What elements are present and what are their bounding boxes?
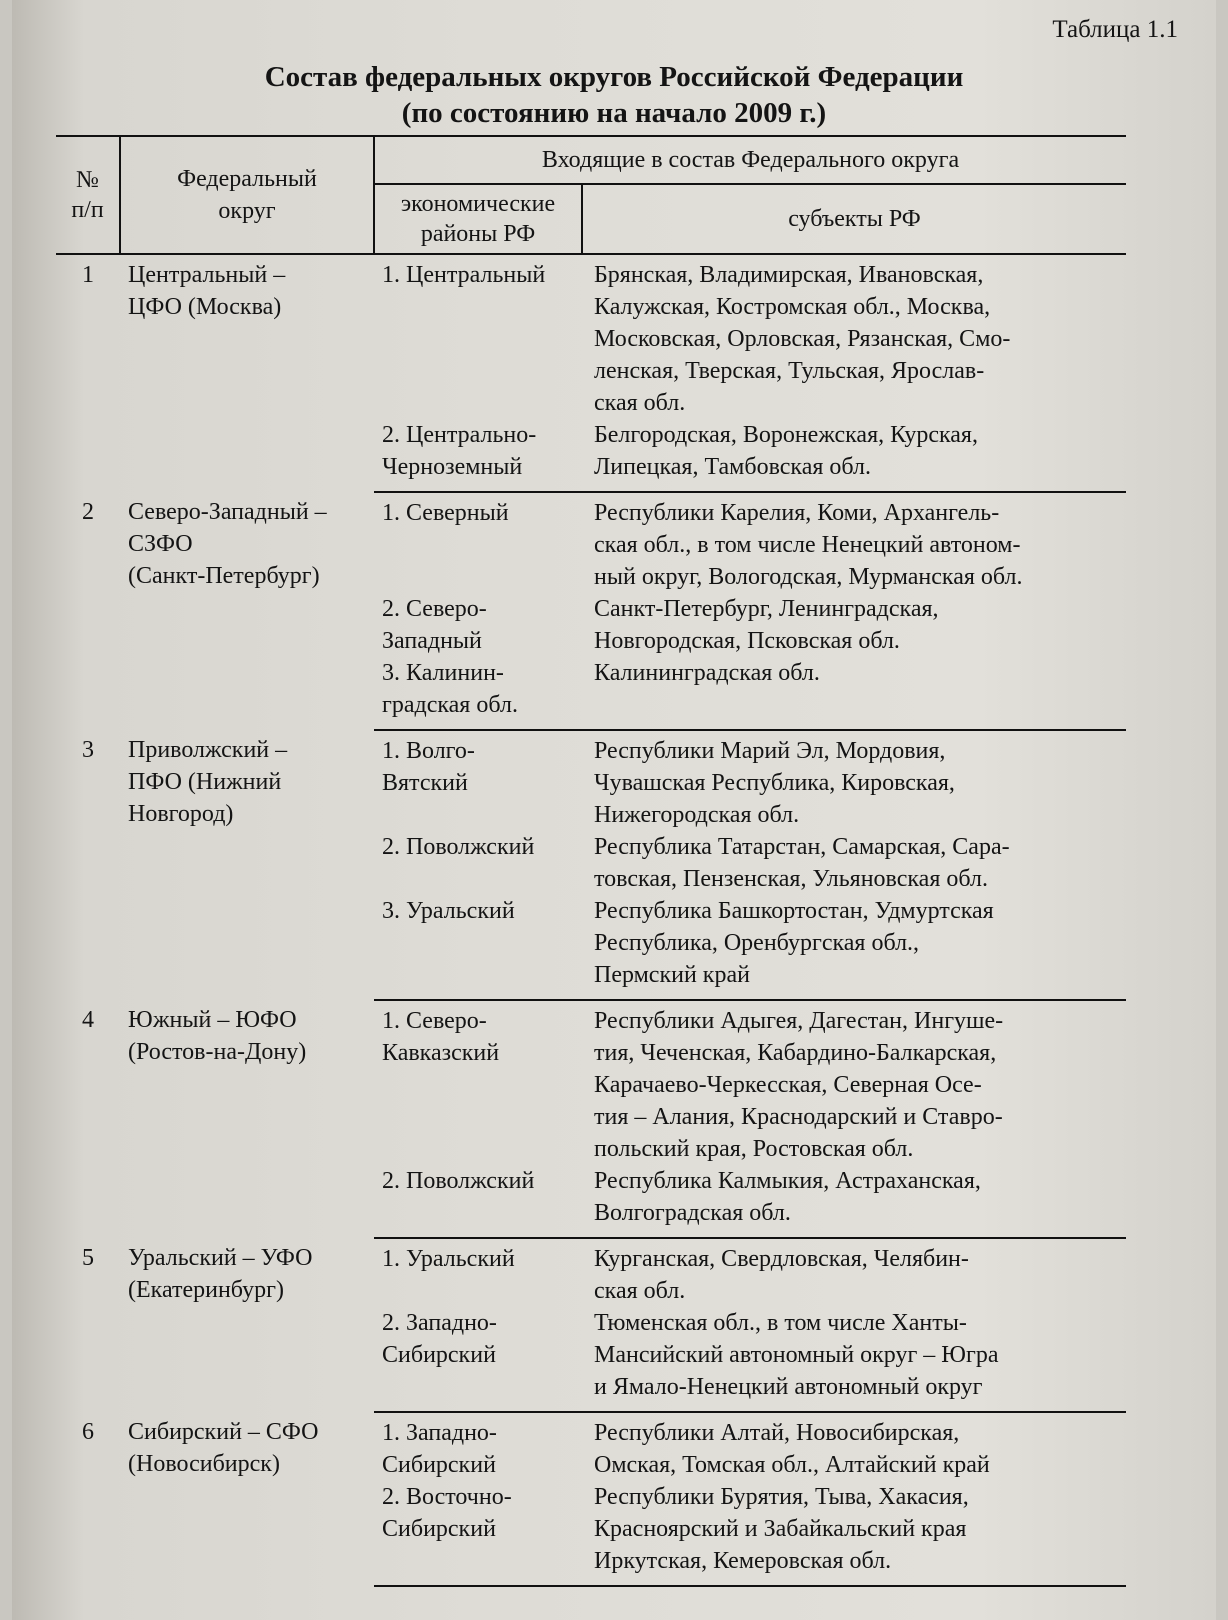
subjects-cell: [582, 1238, 1126, 1307]
economic-region-cell: [374, 1307, 582, 1412]
subjects-line: польский края, Ростовская обл.: [594, 1136, 914, 1162]
subjects-cell: [582, 1000, 1126, 1165]
subjects-line: Брянская, Владимирская, Ивановская,: [594, 262, 984, 288]
subjects-line: Волгоградская обл.: [594, 1200, 791, 1226]
subjects-cell: [582, 657, 1126, 730]
subjects-line: ская обл.: [594, 390, 686, 416]
subjects-cell: [582, 895, 1126, 1000]
subjects-line: Санкт-Петербург, Ленинградская,: [594, 596, 939, 622]
subjects-line: ный округ, Вологодская, Мурманская обл.: [594, 564, 1023, 590]
economic-region-line: 3. Калинин-: [382, 660, 504, 686]
subjects-line: ленская, Тверская, Тульская, Ярослав-: [594, 358, 985, 384]
subjects-cell: [582, 419, 1126, 492]
header-federal-district: [120, 136, 374, 254]
table-label: Таблица 1.1: [1052, 16, 1178, 43]
subjects-cell: [582, 1412, 1126, 1481]
subjects-line: тия – Алания, Краснодарский и Ставро-: [594, 1104, 1003, 1130]
economic-region-cell: [374, 657, 582, 730]
subjects-line: Республики Бурятия, Тыва, Хакасия,: [594, 1484, 969, 1510]
federal-district-line: (Ростов-на-Дону): [128, 1039, 307, 1065]
economic-region-line: 1. Северный: [382, 500, 509, 526]
federal-district-line: Приволжский –: [128, 737, 288, 763]
federal-district-line: (Санкт-Петербург): [128, 563, 320, 589]
subjects-line: и Ямало-Ненецкий автономный округ: [594, 1374, 983, 1400]
subjects-line: Республики Карелия, Коми, Архангель-: [594, 500, 1000, 526]
subjects-line: Калужская, Костромская обл., Москва,: [594, 294, 991, 320]
subjects-line: ская обл.: [594, 1278, 686, 1304]
subjects-cell: [582, 1165, 1126, 1238]
subjects-cell: [582, 1307, 1126, 1412]
subjects-line: Республика Татарстан, Самарская, Сара-: [594, 834, 1010, 860]
subjects-line: Республика, Оренбургская обл.,: [594, 930, 920, 956]
subjects-line: тия, Чеченская, Кабардино-Балкарская,: [594, 1040, 997, 1066]
header-federal-district-line: Федеральный: [177, 166, 317, 192]
economic-region-line: 1. Уральский: [382, 1246, 515, 1272]
row-number: 6: [82, 1419, 94, 1445]
subjects-line: Новгородская, Псковская обл.: [594, 628, 900, 654]
subjects-line: Тюменская обл., в том числе Ханты-: [594, 1310, 967, 1336]
economic-region-cell: [374, 1000, 582, 1165]
economic-region-line: Черноземный: [382, 454, 523, 480]
subjects-line: Московская, Орловская, Рязанская, Смо-: [594, 326, 1011, 352]
subjects-cell: [582, 831, 1126, 895]
federal-district-line: ЦФО (Москва): [128, 294, 282, 320]
economic-region-cell: [374, 831, 582, 895]
row-number: 1: [82, 262, 94, 288]
economic-region-line: 1. Западно-: [382, 1420, 497, 1446]
economic-region-cell: [374, 254, 582, 419]
header-number-line: №: [76, 167, 99, 193]
federal-district-line: Южный – ЮФО: [128, 1007, 297, 1033]
federal-district-cell: [120, 492, 374, 730]
subjects-line: товская, Пензенская, Ульяновская обл.: [594, 866, 988, 892]
header-economic-regions-line: районы РФ: [420, 221, 536, 247]
table-row: [56, 1000, 1126, 1165]
economic-region-line: Кавказский: [382, 1040, 500, 1066]
subjects-line: Курганская, Свердловская, Челябин-: [594, 1246, 969, 1272]
economic-region-cell: [374, 1481, 582, 1586]
header-composition: Входящие в состав Федерального округа: [374, 136, 1126, 184]
subjects-cell: [582, 730, 1126, 831]
table-row: [56, 492, 1126, 593]
row-number: 3: [82, 737, 94, 763]
header-subjects: субъекты РФ: [582, 184, 1126, 254]
subjects-line: Красноярский и Забайкальский края: [594, 1516, 967, 1542]
subjects-line: Пермский край: [594, 962, 750, 988]
table-row: [56, 1238, 1126, 1307]
table-title-line-2: (по состоянию на начало 2009 г.): [401, 97, 827, 129]
economic-region-line: 2. Центрально-: [382, 422, 537, 448]
subjects-cell: [582, 1481, 1126, 1586]
federal-district-line: (Екатеринбург): [128, 1277, 284, 1303]
federal-district-cell: [120, 1000, 374, 1238]
federal-district-line: Сибирский – СФО: [128, 1419, 319, 1445]
economic-region-cell: [374, 1238, 582, 1307]
header-number: [56, 136, 120, 254]
subjects-line: Республика Калмыкия, Астраханская,: [594, 1168, 981, 1194]
subjects-cell: [582, 254, 1126, 419]
subjects-line: Калининградская обл.: [594, 660, 820, 686]
economic-region-line: 1. Северо-: [382, 1008, 487, 1034]
row-number: 2: [82, 499, 94, 525]
economic-region-line: 2. Западно-: [382, 1310, 497, 1336]
header-federal-district-line: округ: [218, 198, 276, 224]
subjects-line: Омская, Томская обл., Алтайский край: [594, 1452, 990, 1478]
economic-region-line: 1. Волго-: [382, 738, 475, 764]
subjects-line: Республики Адыгея, Дагестан, Ингуше-: [594, 1008, 1004, 1034]
subjects-line: Иркутская, Кемеровская обл.: [594, 1548, 892, 1574]
row-number: 4: [82, 1007, 94, 1033]
economic-region-cell: [374, 593, 582, 657]
economic-region-line: Вятский: [382, 770, 468, 796]
federal-district-line: Центральный –: [128, 262, 286, 288]
federal-district-cell: [120, 730, 374, 1000]
federal-district-line: СЗФО: [128, 531, 193, 557]
economic-region-line: 2. Восточно-: [382, 1484, 512, 1510]
economic-region-cell: [374, 730, 582, 831]
economic-region-line: 2. Поволжский: [382, 1168, 535, 1194]
economic-region-line: Сибирский: [382, 1342, 496, 1368]
economic-region-line: 3. Уральский: [382, 898, 515, 924]
economic-region-line: Сибирский: [382, 1516, 496, 1542]
subjects-line: Липецкая, Тамбовская обл.: [594, 454, 871, 480]
row-number: 5: [82, 1245, 94, 1271]
table-row: [56, 730, 1126, 831]
federal-district-line: (Новосибирск): [128, 1451, 280, 1477]
federal-district-line: ПФО (Нижний: [128, 769, 282, 795]
header-economic-regions-line: экономические: [400, 191, 556, 217]
economic-region-cell: [374, 1412, 582, 1481]
subjects-line: Белгородская, Воронежская, Курская,: [594, 422, 978, 448]
table-title-line-1: Состав федеральных округов Российской Федерации: [264, 61, 964, 93]
economic-region-line: 2. Поволжский: [382, 834, 535, 860]
economic-region-cell: [374, 1165, 582, 1238]
economic-region-line: 1. Центральный: [382, 262, 546, 288]
economic-region-cell: [374, 492, 582, 593]
federal-district-line: Уральский – УФО: [128, 1245, 313, 1271]
table-row: [56, 254, 1126, 419]
federal-districts-table: [56, 135, 1126, 1587]
subjects-line: Республика Башкортостан, Удмуртская: [594, 898, 994, 924]
subjects-line: Республики Алтай, Новосибирская,: [594, 1420, 960, 1446]
economic-region-cell: [374, 895, 582, 1000]
subjects-cell: [582, 492, 1126, 593]
economic-region-line: Сибирский: [382, 1452, 496, 1478]
federal-district-cell: [120, 1238, 374, 1412]
header-number-line: п/п: [71, 197, 104, 223]
subjects-line: Мансийский автономный округ – Югра: [594, 1342, 999, 1368]
subjects-line: Нижегородская обл.: [594, 802, 800, 828]
economic-region-line: градская обл.: [382, 692, 518, 718]
federal-district-cell: [120, 254, 374, 492]
table-row: [56, 1412, 1126, 1481]
economic-region-line: 2. Северо-: [382, 596, 487, 622]
federal-district-line: Новгород): [128, 801, 234, 827]
subjects-line: ская обл., в том числе Ненецкий автоном-: [594, 532, 1021, 558]
federal-district-line: Северо-Западный –: [128, 499, 327, 525]
economic-region-line: Западный: [382, 628, 482, 654]
subjects-line: Карачаево-Черкесская, Северная Осе-: [594, 1072, 982, 1098]
subjects-cell: [582, 593, 1126, 657]
federal-district-cell: [120, 1412, 374, 1586]
book-page: [12, 0, 1216, 1620]
subjects-line: Чувашская Республика, Кировская,: [594, 770, 955, 796]
subjects-line: Республики Марий Эл, Мордовия,: [594, 738, 946, 764]
header-economic-regions: [374, 184, 582, 254]
table-body: [56, 254, 1126, 1586]
economic-region-cell: [374, 419, 582, 492]
